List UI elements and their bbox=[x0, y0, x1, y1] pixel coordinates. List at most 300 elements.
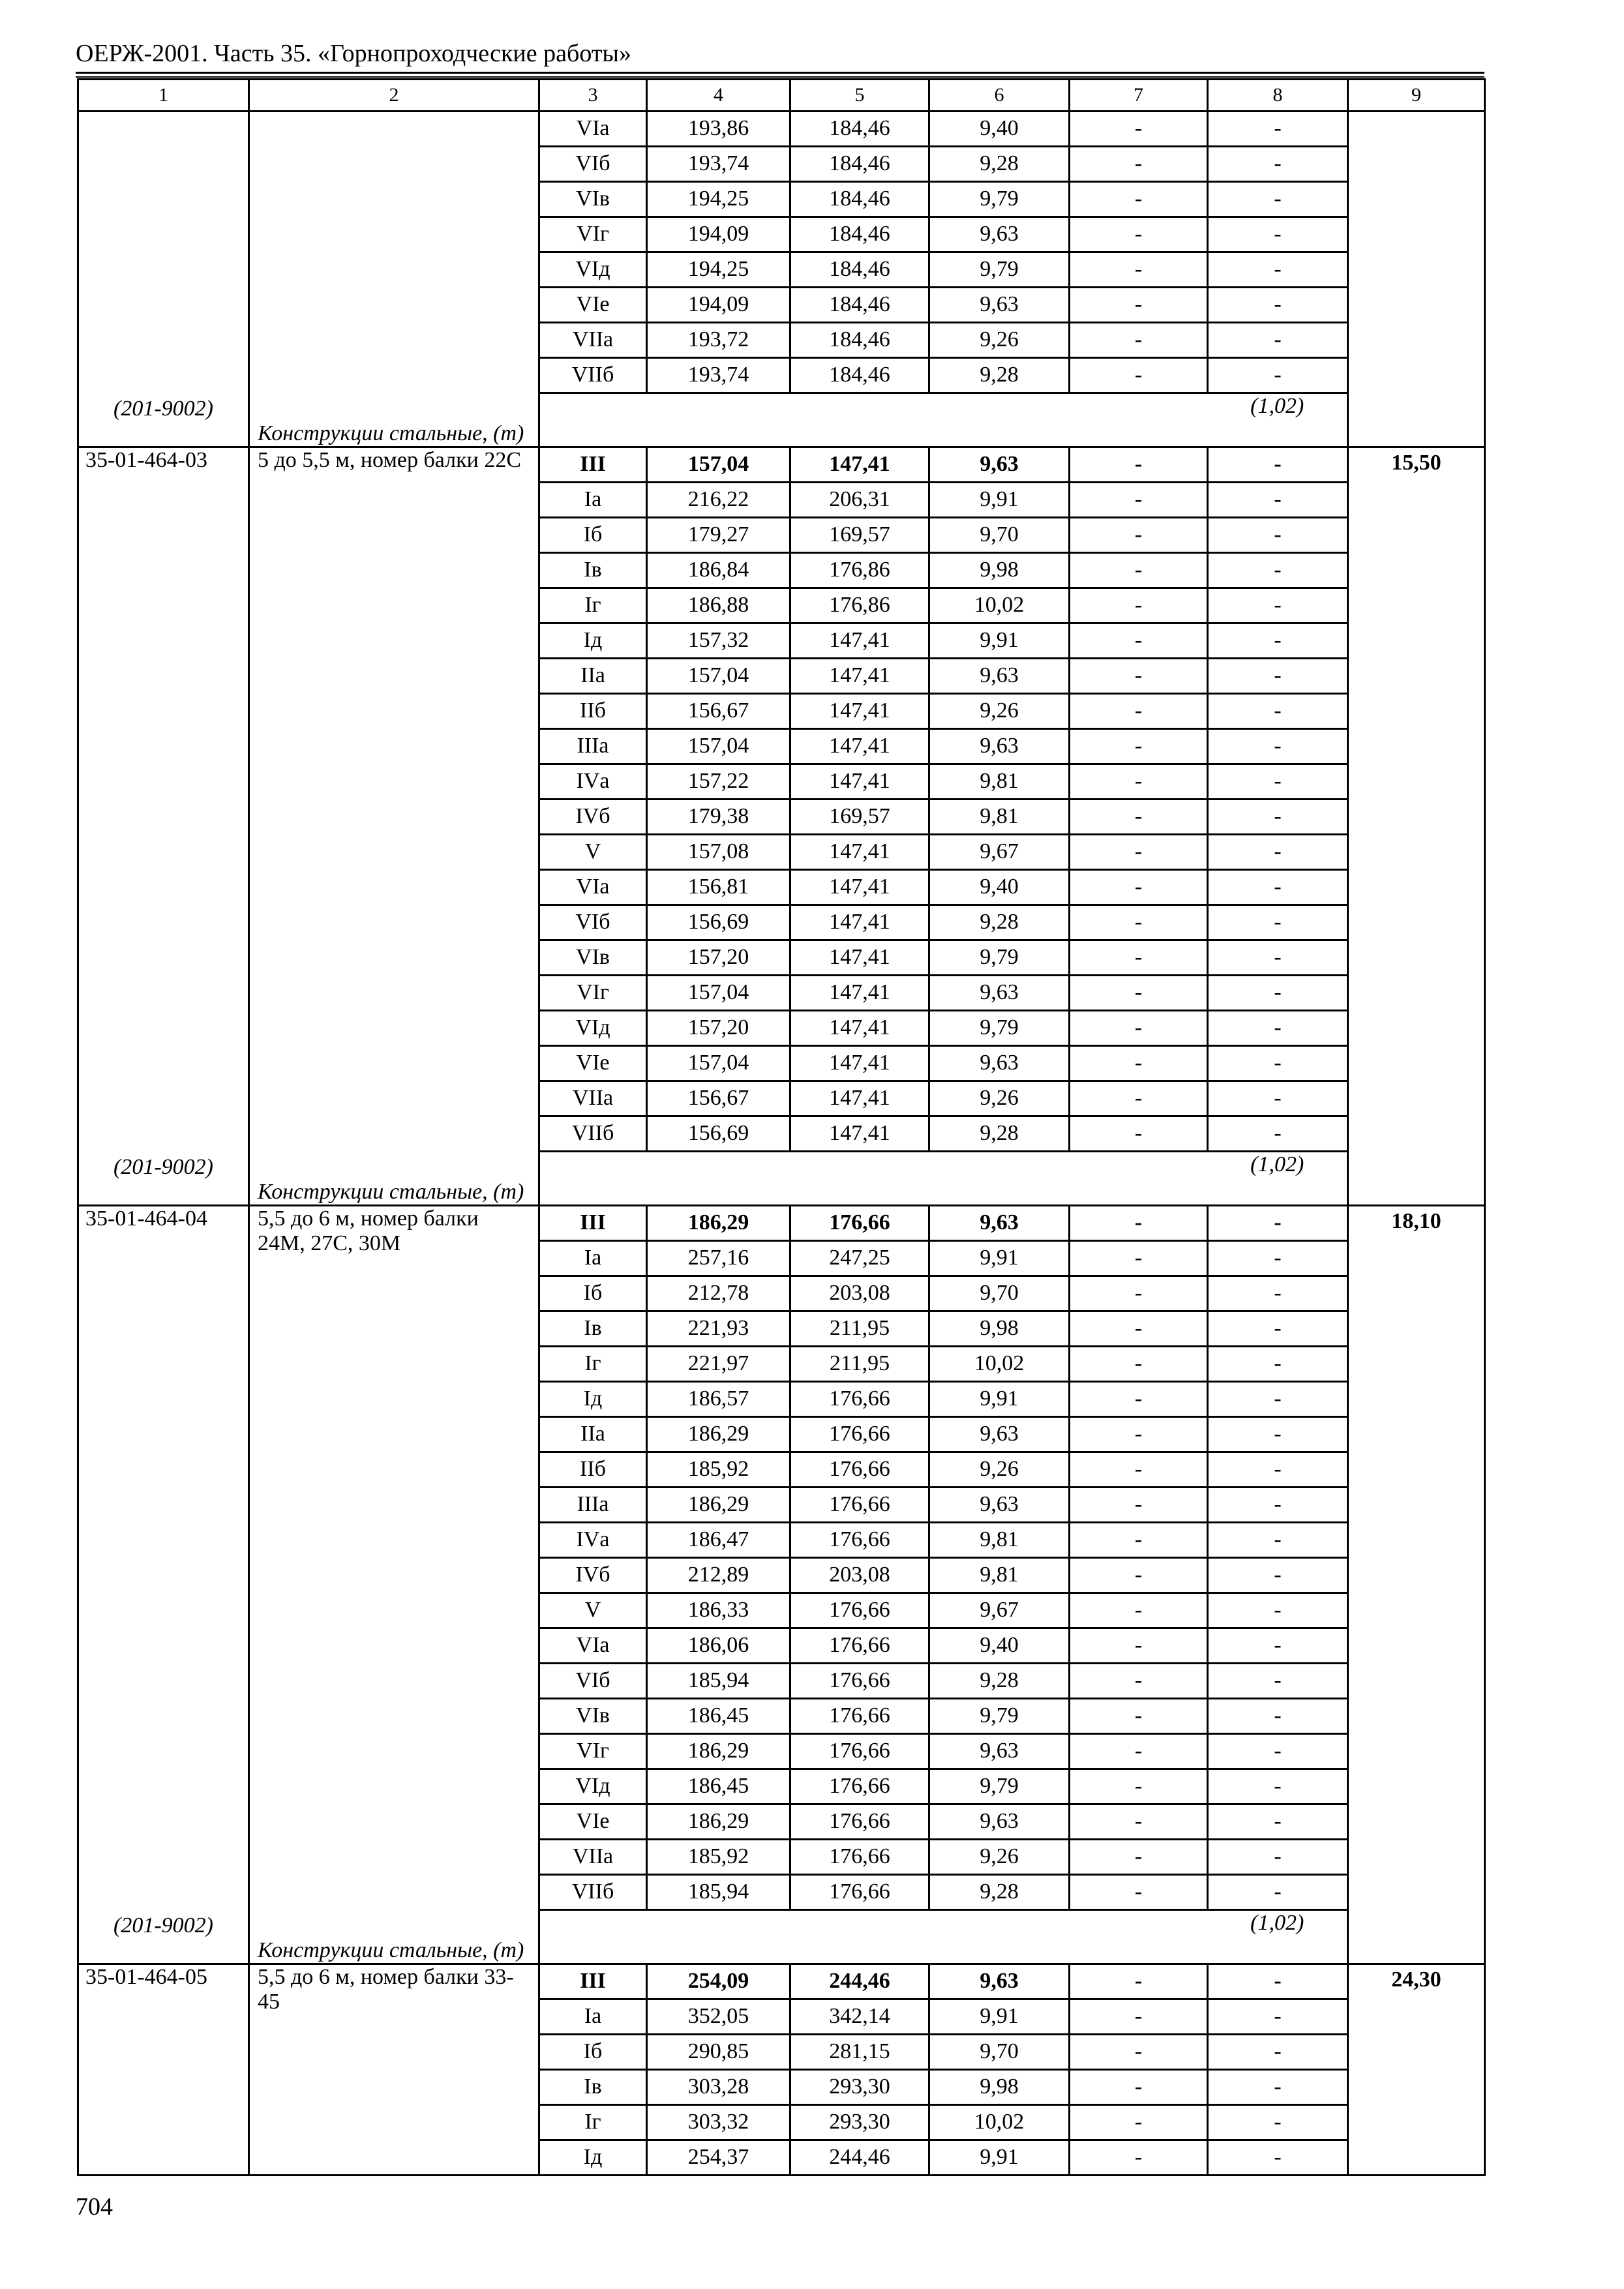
value-cell: 247,25 bbox=[790, 1241, 929, 1276]
resource-value: (1,02) bbox=[1250, 1152, 1304, 1176]
zone-cell: IVа bbox=[539, 764, 647, 800]
value-cell: - bbox=[1070, 623, 1208, 659]
resource-value: (1,02) bbox=[1250, 1911, 1304, 1935]
value-cell: 186,29 bbox=[647, 1417, 790, 1452]
value-cell: 184,46 bbox=[790, 323, 929, 358]
value-cell: 9,67 bbox=[929, 1593, 1070, 1628]
value-cell: - bbox=[1070, 1875, 1208, 1910]
value-cell: - bbox=[1208, 1558, 1348, 1593]
resource-code: (201-9002) bbox=[113, 1913, 213, 1937]
value-cell: - bbox=[1070, 1081, 1208, 1116]
column-number: 4 bbox=[647, 80, 790, 112]
value-cell: - bbox=[1208, 1999, 1348, 2035]
value-cell: - bbox=[1070, 1116, 1208, 1152]
value-cell: 176,66 bbox=[790, 1875, 929, 1910]
value-cell: 157,04 bbox=[647, 447, 790, 483]
value-cell: - bbox=[1208, 2105, 1348, 2140]
total-value: 24,30 bbox=[1391, 1967, 1441, 1992]
value-cell: 9,63 bbox=[929, 729, 1070, 764]
value-cell: - bbox=[1070, 553, 1208, 588]
value-cell: 186,29 bbox=[647, 1734, 790, 1769]
value-cell: 9,91 bbox=[929, 1382, 1070, 1417]
value-cell: 176,66 bbox=[790, 1804, 929, 1840]
value-cell: 156,67 bbox=[647, 694, 790, 729]
value-cell: - bbox=[1208, 252, 1348, 288]
resource-name: Конструкции стальные, (т) bbox=[258, 1937, 524, 1962]
value-cell: - bbox=[1070, 1734, 1208, 1769]
zone-cell: Iв bbox=[539, 2070, 647, 2105]
zone-cell: Iб bbox=[539, 2035, 647, 2070]
value-cell: 10,02 bbox=[929, 588, 1070, 623]
total-value bbox=[1349, 112, 1484, 115]
value-cell: - bbox=[1070, 835, 1208, 870]
column-number: 9 bbox=[1348, 80, 1485, 112]
value-cell: 9,40 bbox=[929, 1628, 1070, 1664]
value-cell: - bbox=[1070, 483, 1208, 518]
value-cell: - bbox=[1070, 112, 1208, 147]
value-cell: 186,47 bbox=[647, 1523, 790, 1558]
value-cell: 9,63 bbox=[929, 1734, 1070, 1769]
value-cell: - bbox=[1070, 217, 1208, 252]
column-number: 1 bbox=[78, 80, 249, 112]
value-cell: - bbox=[1208, 447, 1348, 483]
zone-cell: VIв bbox=[539, 1699, 647, 1734]
value-cell: 9,63 bbox=[929, 1417, 1070, 1452]
zone-cell: III bbox=[539, 1206, 647, 1241]
value-cell: 193,86 bbox=[647, 112, 790, 147]
value-cell: - bbox=[1208, 1347, 1348, 1382]
value-cell: 9,79 bbox=[929, 182, 1070, 217]
value-cell: - bbox=[1070, 1347, 1208, 1382]
zone-cell: VIе bbox=[539, 1046, 647, 1081]
value-cell: - bbox=[1070, 1046, 1208, 1081]
zone-cell: VIг bbox=[539, 217, 647, 252]
value-cell: - bbox=[1208, 1840, 1348, 1875]
value-cell: 147,41 bbox=[790, 764, 929, 800]
value-cell: 176,66 bbox=[790, 1488, 929, 1523]
total-cell bbox=[1348, 1964, 1485, 2176]
resource-empty-cell bbox=[929, 1152, 1070, 1206]
column-number: 3 bbox=[539, 80, 647, 112]
value-cell: - bbox=[1070, 147, 1208, 182]
value-cell: 9,81 bbox=[929, 1558, 1070, 1593]
value-cell: 157,04 bbox=[647, 729, 790, 764]
value-cell: - bbox=[1208, 800, 1348, 835]
value-cell: - bbox=[1208, 288, 1348, 323]
resource-empty-cell bbox=[647, 393, 790, 447]
zone-cell: IIIа bbox=[539, 1488, 647, 1523]
value-cell: 176,86 bbox=[790, 588, 929, 623]
value-cell: 176,66 bbox=[790, 1206, 929, 1241]
column-number: 8 bbox=[1208, 80, 1348, 112]
value-cell: - bbox=[1070, 2035, 1208, 2070]
value-cell: 176,66 bbox=[790, 1699, 929, 1734]
norm-code-cell bbox=[78, 112, 249, 447]
zone-cell: IIа bbox=[539, 659, 647, 694]
resource-empty-cell bbox=[539, 1910, 647, 1964]
value-cell: 193,74 bbox=[647, 358, 790, 393]
value-cell: - bbox=[1070, 1488, 1208, 1523]
zone-cell: VIIб bbox=[539, 358, 647, 393]
resource-code: (201-9002) bbox=[113, 1154, 213, 1179]
table-row bbox=[78, 1206, 1485, 1241]
value-cell: - bbox=[1070, 1417, 1208, 1452]
value-cell: 9,91 bbox=[929, 1241, 1070, 1276]
value-cell: - bbox=[1208, 2035, 1348, 2070]
zone-cell: Iб bbox=[539, 1276, 647, 1311]
value-cell: 9,28 bbox=[929, 1116, 1070, 1152]
value-cell: - bbox=[1070, 323, 1208, 358]
value-cell: 303,32 bbox=[647, 2105, 790, 2140]
value-cell: - bbox=[1208, 588, 1348, 623]
value-cell: 169,57 bbox=[790, 518, 929, 553]
norms-table bbox=[77, 78, 1486, 2176]
value-cell: 147,41 bbox=[790, 623, 929, 659]
zone-cell: VIб bbox=[539, 147, 647, 182]
value-cell: 9,79 bbox=[929, 1011, 1070, 1046]
value-cell: 10,02 bbox=[929, 1347, 1070, 1382]
column-number: 5 bbox=[790, 80, 929, 112]
resource-empty-cell bbox=[1070, 1910, 1208, 1964]
value-cell: 9,63 bbox=[929, 1804, 1070, 1840]
value-cell: - bbox=[1070, 1593, 1208, 1628]
value-cell: 9,98 bbox=[929, 553, 1070, 588]
value-cell: 157,04 bbox=[647, 1046, 790, 1081]
value-cell: - bbox=[1070, 659, 1208, 694]
norm-code: 35-01-464-05 bbox=[85, 1965, 207, 1989]
value-cell: 157,20 bbox=[647, 1011, 790, 1046]
value-cell: - bbox=[1208, 1276, 1348, 1311]
zone-cell: IVб bbox=[539, 1558, 647, 1593]
value-cell: 9,81 bbox=[929, 800, 1070, 835]
norm-description-cell bbox=[249, 112, 539, 447]
value-cell: - bbox=[1208, 1011, 1348, 1046]
value-cell: 179,38 bbox=[647, 800, 790, 835]
value-cell: - bbox=[1208, 358, 1348, 393]
value-cell: 147,41 bbox=[790, 694, 929, 729]
column-number: 7 bbox=[1070, 80, 1208, 112]
zone-cell: Iв bbox=[539, 553, 647, 588]
value-cell: 193,72 bbox=[647, 323, 790, 358]
total-value: 18,10 bbox=[1391, 1209, 1441, 1233]
zone-cell: VIIа bbox=[539, 323, 647, 358]
value-cell: 9,26 bbox=[929, 323, 1070, 358]
value-cell: 176,66 bbox=[790, 1734, 929, 1769]
zone-cell: IVб bbox=[539, 800, 647, 835]
value-cell: - bbox=[1208, 1046, 1348, 1081]
value-cell: - bbox=[1070, 182, 1208, 217]
document-header-title: ОЕРЖ-2001. Часть 35. «Горнопроходческие работы» bbox=[76, 40, 631, 67]
value-cell: 9,26 bbox=[929, 1452, 1070, 1488]
value-cell: 293,30 bbox=[790, 2105, 929, 2140]
column-number-row bbox=[78, 80, 1485, 112]
value-cell: 184,46 bbox=[790, 182, 929, 217]
value-cell: 176,66 bbox=[790, 1382, 929, 1417]
resource-empty-cell bbox=[929, 1910, 1070, 1964]
value-cell: 211,95 bbox=[790, 1347, 929, 1382]
value-cell: 9,70 bbox=[929, 2035, 1070, 2070]
value-cell: 185,92 bbox=[647, 1452, 790, 1488]
value-cell: 186,84 bbox=[647, 553, 790, 588]
value-cell: 206,31 bbox=[790, 483, 929, 518]
value-cell: - bbox=[1208, 1769, 1348, 1804]
value-cell: 9,40 bbox=[929, 112, 1070, 147]
value-cell: 221,97 bbox=[647, 1347, 790, 1382]
value-cell: - bbox=[1070, 2140, 1208, 2176]
value-cell: - bbox=[1070, 1311, 1208, 1347]
value-cell: - bbox=[1070, 1206, 1208, 1241]
value-cell: - bbox=[1070, 1804, 1208, 1840]
value-cell: 9,91 bbox=[929, 1999, 1070, 2035]
resource-value: (1,02) bbox=[1250, 394, 1304, 418]
value-cell: 9,91 bbox=[929, 483, 1070, 518]
column-number: 6 bbox=[929, 80, 1070, 112]
value-cell: 157,08 bbox=[647, 835, 790, 870]
value-cell: - bbox=[1208, 835, 1348, 870]
value-cell: 186,29 bbox=[647, 1206, 790, 1241]
value-cell: 147,41 bbox=[790, 659, 929, 694]
value-cell: - bbox=[1070, 1382, 1208, 1417]
value-cell: 185,92 bbox=[647, 1840, 790, 1875]
value-cell: - bbox=[1070, 2105, 1208, 2140]
value-cell: 9,79 bbox=[929, 1699, 1070, 1734]
value-cell: 147,41 bbox=[790, 976, 929, 1011]
value-cell: - bbox=[1208, 1593, 1348, 1628]
value-cell: 9,63 bbox=[929, 288, 1070, 323]
value-cell: 352,05 bbox=[647, 1999, 790, 2035]
value-cell: 9,28 bbox=[929, 905, 1070, 940]
zone-cell: VIд bbox=[539, 252, 647, 288]
value-cell: 184,46 bbox=[790, 358, 929, 393]
table-row bbox=[78, 112, 1485, 147]
zone-cell: VIе bbox=[539, 288, 647, 323]
value-cell: 157,22 bbox=[647, 764, 790, 800]
resource-empty-cell bbox=[790, 1910, 929, 1964]
total-value: 15,50 bbox=[1391, 451, 1441, 475]
value-cell: 9,70 bbox=[929, 518, 1070, 553]
value-cell: 203,08 bbox=[790, 1276, 929, 1311]
value-cell: 157,04 bbox=[647, 976, 790, 1011]
value-cell: - bbox=[1070, 1011, 1208, 1046]
value-cell: 257,16 bbox=[647, 1241, 790, 1276]
value-cell: - bbox=[1070, 1276, 1208, 1311]
value-cell: 184,46 bbox=[790, 147, 929, 182]
value-cell: 176,66 bbox=[790, 1523, 929, 1558]
value-cell: 9,63 bbox=[929, 217, 1070, 252]
zone-cell: VIIб bbox=[539, 1875, 647, 1910]
zone-cell: VIг bbox=[539, 976, 647, 1011]
zone-cell: VIIа bbox=[539, 1081, 647, 1116]
header-rule bbox=[76, 76, 1484, 78]
value-cell: - bbox=[1208, 905, 1348, 940]
resource-code: (201-9002) bbox=[113, 396, 213, 421]
total-cell bbox=[1348, 447, 1485, 1206]
value-cell: 176,66 bbox=[790, 1417, 929, 1452]
value-cell: 186,29 bbox=[647, 1804, 790, 1840]
value-cell: 156,81 bbox=[647, 870, 790, 905]
value-cell: 293,30 bbox=[790, 2070, 929, 2105]
value-cell: - bbox=[1208, 1452, 1348, 1488]
value-cell: - bbox=[1208, 1964, 1348, 1999]
value-cell: 184,46 bbox=[790, 252, 929, 288]
zone-cell: VIе bbox=[539, 1804, 647, 1840]
value-cell: - bbox=[1070, 940, 1208, 976]
value-cell: 10,02 bbox=[929, 2105, 1070, 2140]
norm-code: 35-01-464-03 bbox=[85, 448, 207, 472]
value-cell: - bbox=[1070, 1558, 1208, 1593]
value-cell: 147,41 bbox=[790, 905, 929, 940]
value-cell: 9,26 bbox=[929, 1081, 1070, 1116]
value-cell: - bbox=[1208, 182, 1348, 217]
value-cell: - bbox=[1208, 217, 1348, 252]
value-cell: 244,46 bbox=[790, 2140, 929, 2176]
value-cell: 212,78 bbox=[647, 1276, 790, 1311]
value-cell: - bbox=[1208, 940, 1348, 976]
value-cell: 176,66 bbox=[790, 1664, 929, 1699]
value-cell: 147,41 bbox=[790, 447, 929, 483]
value-cell: 184,46 bbox=[790, 112, 929, 147]
value-cell: - bbox=[1070, 1769, 1208, 1804]
value-cell: 9,63 bbox=[929, 1488, 1070, 1523]
zone-cell: Iд bbox=[539, 1382, 647, 1417]
value-cell: 194,25 bbox=[647, 182, 790, 217]
value-cell: - bbox=[1208, 1241, 1348, 1276]
value-cell: 9,63 bbox=[929, 976, 1070, 1011]
value-cell: 9,28 bbox=[929, 358, 1070, 393]
value-cell: - bbox=[1208, 1628, 1348, 1664]
value-cell: 176,66 bbox=[790, 1452, 929, 1488]
zone-cell: VIг bbox=[539, 1734, 647, 1769]
value-cell: - bbox=[1208, 1311, 1348, 1347]
value-cell: - bbox=[1208, 764, 1348, 800]
value-cell: 147,41 bbox=[790, 1011, 929, 1046]
value-cell: 176,66 bbox=[790, 1593, 929, 1628]
table-row bbox=[78, 447, 1485, 483]
value-cell: 9,63 bbox=[929, 1206, 1070, 1241]
value-cell: 147,41 bbox=[790, 1046, 929, 1081]
value-cell: 211,95 bbox=[790, 1311, 929, 1347]
value-cell: 147,41 bbox=[790, 835, 929, 870]
zone-cell: VIIа bbox=[539, 1840, 647, 1875]
value-cell: 203,08 bbox=[790, 1558, 929, 1593]
total-cell bbox=[1348, 112, 1485, 447]
value-cell: 9,26 bbox=[929, 694, 1070, 729]
value-cell: 186,06 bbox=[647, 1628, 790, 1664]
value-cell: - bbox=[1070, 905, 1208, 940]
value-cell: 156,69 bbox=[647, 905, 790, 940]
value-cell: 186,33 bbox=[647, 1593, 790, 1628]
value-cell: 157,20 bbox=[647, 940, 790, 976]
value-cell: - bbox=[1070, 447, 1208, 483]
value-cell: 290,85 bbox=[647, 2035, 790, 2070]
value-cell: - bbox=[1208, 976, 1348, 1011]
value-cell: - bbox=[1208, 623, 1348, 659]
value-cell: 147,41 bbox=[790, 870, 929, 905]
value-cell: - bbox=[1208, 1875, 1348, 1910]
value-cell: 9,79 bbox=[929, 252, 1070, 288]
value-cell: 9,63 bbox=[929, 1046, 1070, 1081]
value-cell: 212,89 bbox=[647, 1558, 790, 1593]
resource-empty-cell bbox=[1070, 1152, 1208, 1206]
value-cell: - bbox=[1208, 1081, 1348, 1116]
value-cell: 194,09 bbox=[647, 217, 790, 252]
value-cell: - bbox=[1070, 1523, 1208, 1558]
value-cell: 254,37 bbox=[647, 2140, 790, 2176]
zone-cell: Iв bbox=[539, 1311, 647, 1347]
resource-empty-cell bbox=[539, 393, 647, 447]
value-cell: 176,66 bbox=[790, 1628, 929, 1664]
value-cell: - bbox=[1208, 1523, 1348, 1558]
column-number: 2 bbox=[249, 80, 539, 112]
total-cell bbox=[1348, 1206, 1485, 1964]
value-cell: - bbox=[1208, 483, 1348, 518]
header-rule bbox=[76, 72, 1484, 74]
value-cell: - bbox=[1208, 694, 1348, 729]
value-cell: 303,28 bbox=[647, 2070, 790, 2105]
zone-cell: VIб bbox=[539, 905, 647, 940]
value-cell: - bbox=[1070, 976, 1208, 1011]
resource-empty-cell bbox=[1070, 393, 1208, 447]
zone-cell: Iг bbox=[539, 1347, 647, 1382]
value-cell: 186,88 bbox=[647, 588, 790, 623]
resource-empty-cell bbox=[647, 1910, 790, 1964]
value-cell: 185,94 bbox=[647, 1664, 790, 1699]
norm-description: 5,5 до 6 м, номер балки 33-45 bbox=[258, 1965, 514, 2014]
value-cell: - bbox=[1070, 1664, 1208, 1699]
value-cell: - bbox=[1070, 1999, 1208, 2035]
zone-cell: Iа bbox=[539, 483, 647, 518]
value-cell: 9,81 bbox=[929, 1523, 1070, 1558]
value-cell: 193,74 bbox=[647, 147, 790, 182]
value-cell: 9,91 bbox=[929, 623, 1070, 659]
value-cell: - bbox=[1070, 764, 1208, 800]
value-cell: 216,22 bbox=[647, 483, 790, 518]
value-cell: - bbox=[1208, 1804, 1348, 1840]
value-cell: - bbox=[1070, 1452, 1208, 1488]
value-cell: 9,26 bbox=[929, 1840, 1070, 1875]
page-number: 704 bbox=[76, 2193, 113, 2221]
resource-name: Конструкции стальные, (т) bbox=[258, 1179, 524, 1204]
zone-cell: VIб bbox=[539, 1664, 647, 1699]
value-cell: - bbox=[1208, 1382, 1348, 1417]
value-cell: 169,57 bbox=[790, 800, 929, 835]
zone-cell: III bbox=[539, 1964, 647, 1999]
value-cell: 186,29 bbox=[647, 1488, 790, 1523]
zone-cell: VIв bbox=[539, 182, 647, 217]
value-cell: 254,09 bbox=[647, 1964, 790, 1999]
value-cell: 194,25 bbox=[647, 252, 790, 288]
zone-cell: Iа bbox=[539, 1999, 647, 2035]
resource-name: Конструкции стальные, (т) bbox=[258, 421, 524, 445]
value-cell: - bbox=[1070, 1699, 1208, 1734]
value-cell: 186,57 bbox=[647, 1382, 790, 1417]
resource-empty-cell bbox=[790, 1152, 929, 1206]
value-cell: 9,79 bbox=[929, 940, 1070, 976]
norm-code-cell bbox=[78, 1206, 249, 1964]
value-cell: 9,28 bbox=[929, 1664, 1070, 1699]
zone-cell: VIа bbox=[539, 112, 647, 147]
table-row bbox=[78, 1964, 1485, 1999]
zone-cell: IIIа bbox=[539, 729, 647, 764]
zone-cell: V bbox=[539, 835, 647, 870]
resource-empty-cell bbox=[790, 393, 929, 447]
value-cell: - bbox=[1070, 1840, 1208, 1875]
value-cell: 9,67 bbox=[929, 835, 1070, 870]
norm-description-cell bbox=[249, 1964, 539, 2176]
value-cell: 157,04 bbox=[647, 659, 790, 694]
value-cell: 221,93 bbox=[647, 1311, 790, 1347]
value-cell: 186,45 bbox=[647, 1769, 790, 1804]
